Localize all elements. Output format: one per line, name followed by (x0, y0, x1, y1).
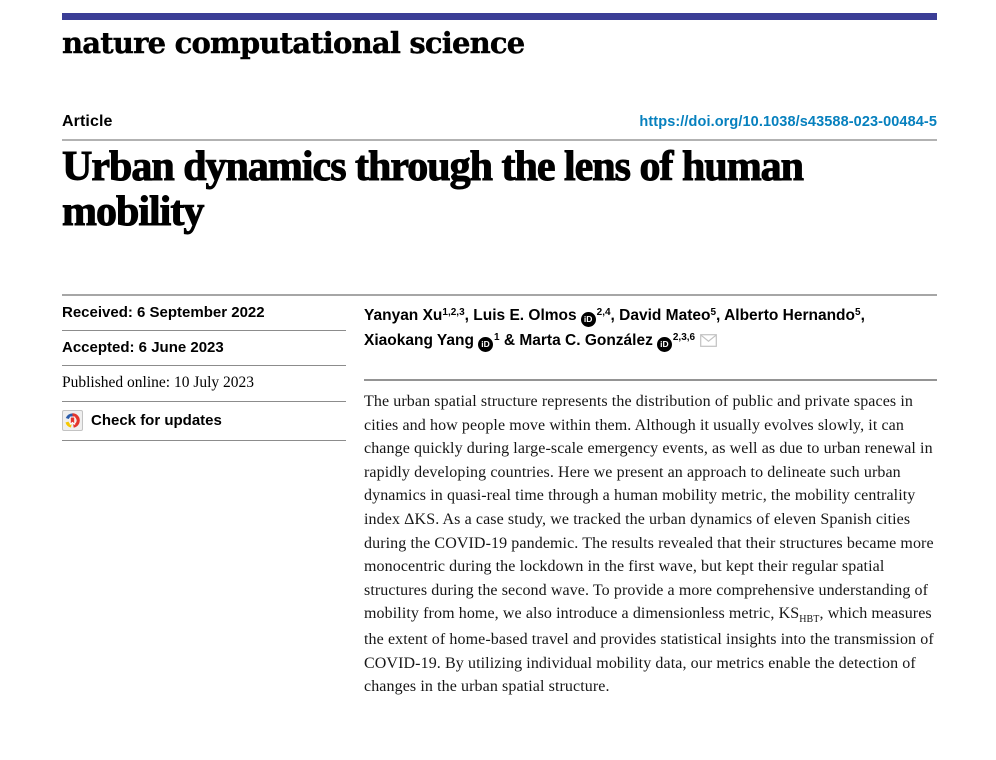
ks-subscript: HBT (799, 613, 820, 625)
orcid-icon[interactable]: iD (657, 337, 672, 352)
accepted-date-text: Accepted: 6 June 2023 (62, 339, 224, 356)
crossmark-icon (62, 410, 83, 431)
author-affiliations: 5 (855, 307, 861, 318)
author-separator: , (716, 307, 725, 324)
header-divider (62, 139, 937, 141)
received-date-text: Received: 6 September 2022 (62, 304, 265, 321)
article-title: Urban dynamics through the lens of human mobility (62, 144, 804, 235)
orcid-icon[interactable]: iD (478, 337, 493, 352)
author-name[interactable]: Xiaokang Yang (364, 332, 474, 349)
author-affiliations: 5 (710, 307, 717, 318)
article-main (364, 296, 937, 699)
authors-divider (364, 379, 937, 381)
doi-link[interactable]: https://doi.org/10.1038/s43588-023-00484-5 (639, 114, 937, 130)
author-separator: & (499, 332, 520, 349)
check-for-updates-label: Check for updates (91, 412, 222, 429)
author-name[interactable]: Yanyan Xu (364, 307, 443, 324)
abstract-part1: The urban spatial structure represents the distribution of public and private spaces in cities and how people move within them. Although it usually evolves slowly, it can change quickly during large-scale emergency events, as well as due to urban renewal in rapidly developing countries. Here we present an approach to delineate such urban dynamics in quasi-real time through a human mobility metric, the mobility centrality index ΔKS. As a case study, we tracked the urban dynamics of eleven Spanish cities during the COVID-19 pandemic. The results revealed that their structures became more monocentric during the lockdown in the first wave, but kept their regular spatial structures during the second wave. To provide a more comprehensive understanding of mobility from home, we also introduce a dimensionless metric, (364, 393, 934, 623)
check-for-updates-button[interactable] (62, 402, 346, 441)
abstract-text (364, 390, 937, 699)
author-name[interactable]: David Mateo (619, 307, 711, 324)
article-meta-row (62, 113, 937, 131)
article-history-sidebar (62, 296, 346, 699)
ks-hbt-metric (778, 605, 820, 625)
author-separator: , (860, 307, 865, 324)
author-affiliations: 2,4 (596, 307, 611, 318)
email-envelope-icon[interactable] (700, 334, 717, 351)
author-list (364, 304, 937, 354)
article-type-label: Article (62, 113, 113, 130)
journal-brand-bar (62, 13, 937, 20)
accepted-date (62, 331, 346, 366)
journal-name: nature computational science (62, 26, 525, 60)
published-date-text: Published online: 10 July 2023 (62, 374, 255, 391)
content-columns (62, 296, 937, 699)
author-separator: , (610, 307, 620, 324)
orcid-icon[interactable]: iD (581, 312, 596, 327)
published-date (62, 366, 346, 402)
ks-base: KS (778, 605, 800, 623)
author-name[interactable]: Marta C. González (519, 332, 653, 349)
author-affiliations: 2,3,6 (672, 332, 696, 343)
author-affiliations: 1,2,3 (442, 307, 465, 318)
author-separator: , (464, 307, 474, 324)
author-name[interactable]: Alberto Hernando (724, 307, 855, 324)
abstract-part2: , which measures the extent of home-based travel and provides statistical insights into the transmission of COVID-19. By utilizing individual mobility data, our metrics enable the detection of changes in the urban spatial structure. (364, 605, 934, 696)
author-affiliations: 1 (493, 332, 500, 343)
received-date (62, 296, 346, 331)
author-name[interactable]: Luis E. Olmos (473, 307, 577, 324)
